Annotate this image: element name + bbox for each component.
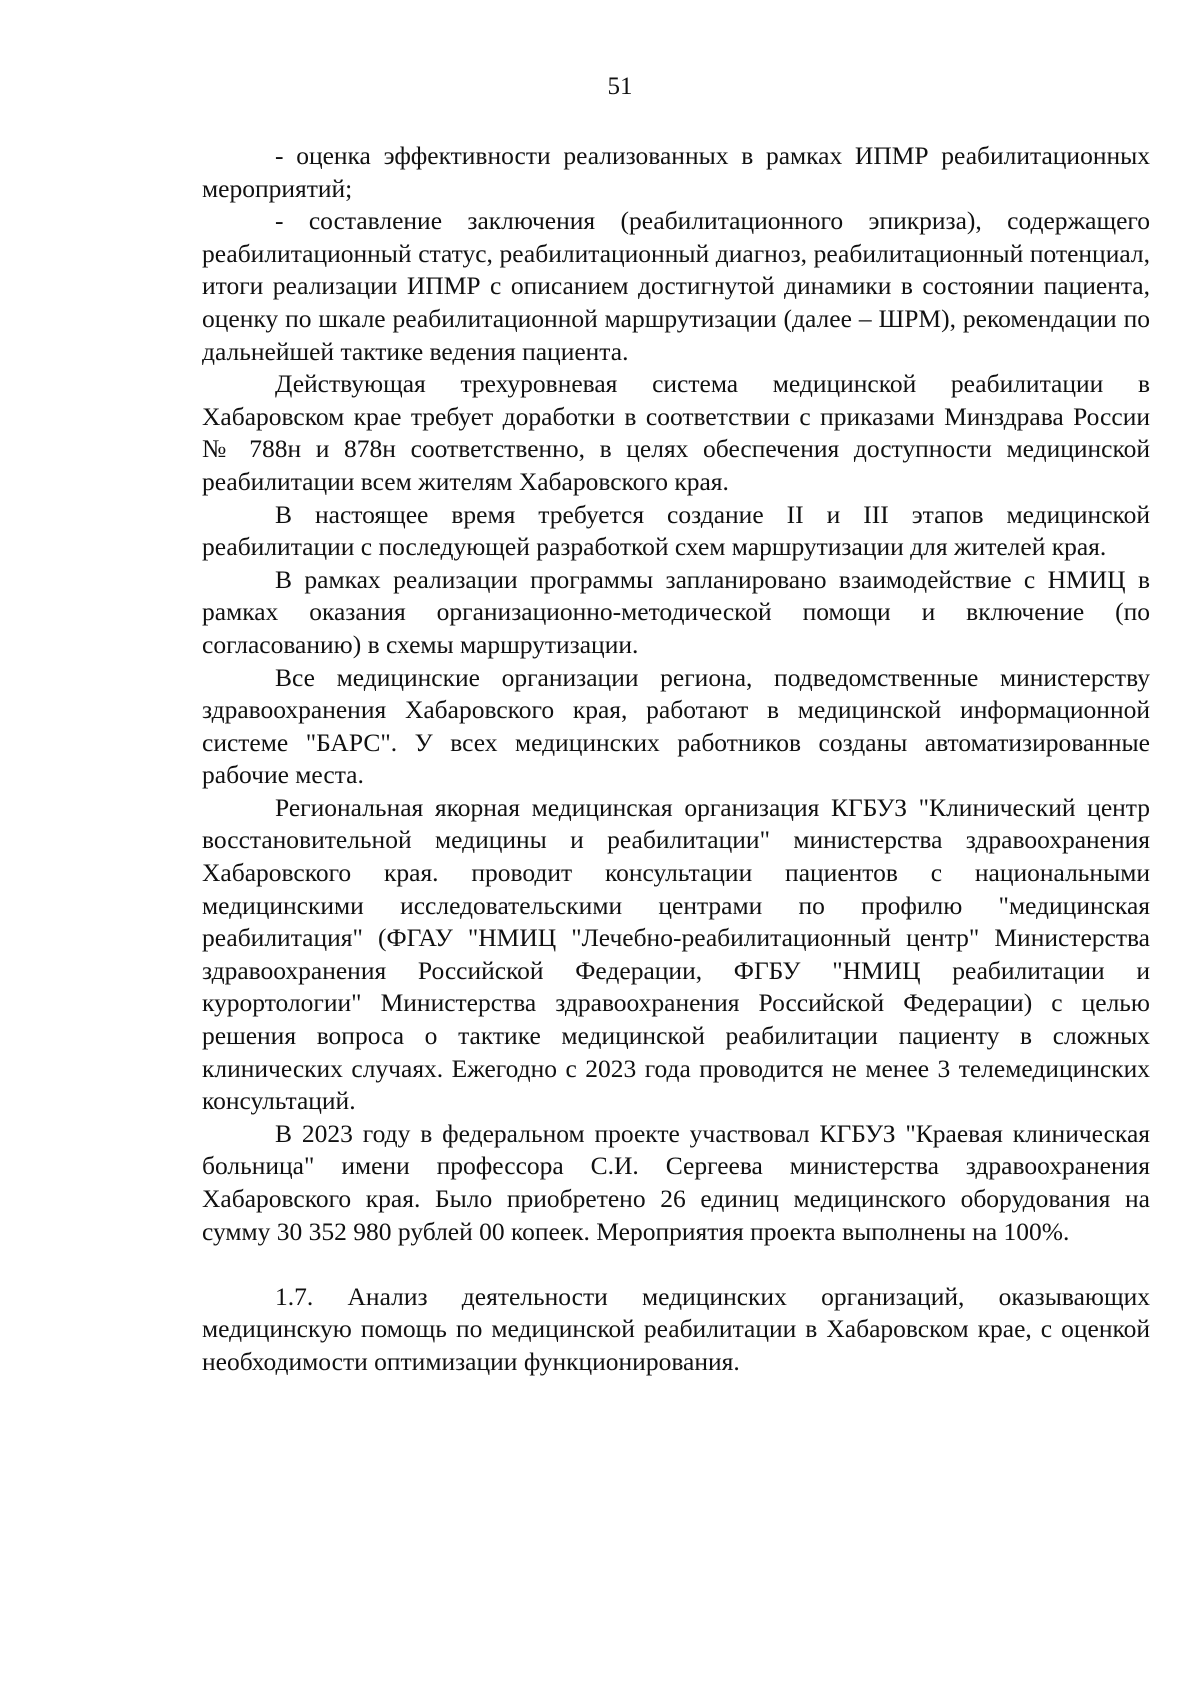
paragraph-nmic-interaction: В рамках реализации программы запланировано взаимодействие с НМИЦ в рамках оказания организационно-методической помощи и включение (по согласованию) в схемы маршрутизации. xyxy=(202,564,1150,659)
paragraph-anchor-organization: Региональная якорная медицинская организация КГБУЗ "Клинический центр восстановительной медицины и реабилитации" министерства здравоохранения Хабаровского края. проводит консультации пациентов с национальными медицинскими исследовательскими центрами по профилю "медицинская реабилитация" (ФГАУ "НМИЦ "Лечебно-реабилитационный центр" Министерства здравоохранения Российской Федерации, ФГБУ "НМИЦ реабилитации и курортологии" Министерства здравоохранения Российской Федерации) с целью решения вопроса о тактике медицинской реабилитации пациенту в сложных клинических случаях. Ежегодно с 2023 года проводится не менее 3 телемедицинских консультаций. xyxy=(202,792,1150,1116)
paragraph-federal-project: В 2023 году в федеральном проекте участвовал КГБУЗ "Краевая клиническая больница" имени профессора С.И. Сергеева министерства здравоохранения Хабаровского края. Было приобретено 26 единиц медицинского оборудования на сумму 30 352 980 рублей 00 копеек. Мероприятия проекта выполнены на 100%. xyxy=(202,1118,1150,1246)
paragraph-stages-required: В настоящее время требуется создание II и III этапов медицинской реабилитации с последующей разработкой схем маршрутизации для жителей края. xyxy=(202,499,1150,562)
paragraph-three-level-system: Действующая трехуровневая система медицинской реабилитации в Хабаровском крае требует доработки в соответствии с приказами Минздрава России № 788н и 878н соответственно, в целях обеспечения доступности медицинской реабилитации всем жителям Хабаровского края. xyxy=(202,369,1150,496)
paragraph-bars-system: Все медицинские организации региона, подведомственные министерству здравоохранения Хабаровского края, работают в медицинской информационной системе "БАРС". У всех медицинских работников созданы автоматизированные рабочие места. xyxy=(202,662,1150,790)
page-number: 51 xyxy=(607,73,633,100)
section-heading-1-7: 1.7. Анализ деятельности медицинских организаций, оказывающих медицинскую помощь по медицинской реабилитации в Хабаровском крае, с оценкой необходимости оптимизации функционирования. xyxy=(202,1281,1150,1376)
list-item-conclusion: - составление заключения (реабилитационного эпикриза), содержащего реабилитационный статус, реабилитационный диагноз, реабилитационный потенциал, итоги реализации ИПМР с описанием достигнутой динамики в состоянии пациента, оценку по шкале реабилитационной маршрутизации (далее – ШРМ), рекомендации по дальнейшей тактике ведения пациента. xyxy=(202,206,1150,366)
list-item-evaluation: - оценка эффективности реализованных в рамках ИПМР реабилитационных мероприятий; xyxy=(202,141,1150,203)
document-body xyxy=(202,140,1150,1379)
